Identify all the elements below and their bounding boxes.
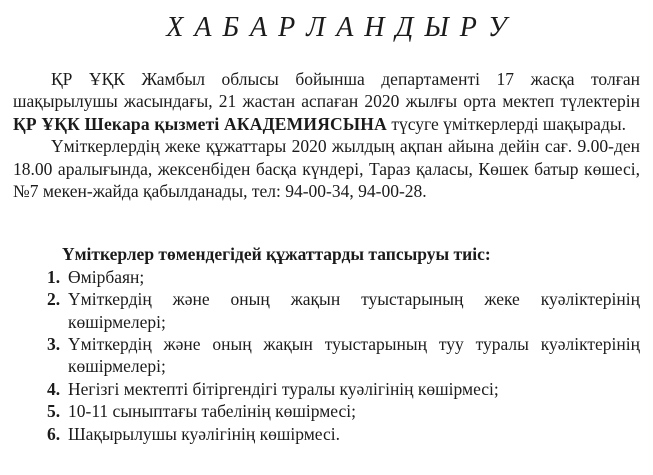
list-item-text: 10-11 сыныптағы табелінің көшірмесі; xyxy=(68,401,356,422)
paragraph-intro xyxy=(13,68,640,135)
list-item xyxy=(13,400,640,422)
documents-list-heading: Үміткерлер төмендегідей құжаттарды тапсыруы тиіс: xyxy=(62,244,491,265)
list-item xyxy=(13,378,640,400)
list-item-number: 5. xyxy=(47,401,61,422)
list-item-text: Шақырылушы куәлігінің көшірмесі. xyxy=(68,423,341,444)
list-item xyxy=(13,333,640,378)
list-item-text: Үміткердің және оның жақын туыстарының жеке куәліктерінің көшірмелері; xyxy=(68,289,640,332)
list-item xyxy=(13,266,640,288)
list-item-text: Негізгі мектепті бітіргендігі туралы куәлігінің көшірмесі; xyxy=(68,378,499,399)
list-item xyxy=(13,423,640,445)
list-item-number: 6. xyxy=(47,423,61,444)
list-item-number: 2. xyxy=(47,289,61,310)
list-item-text: Өмірбаян; xyxy=(68,266,145,287)
paragraph-intro-text-end: түсуге үміткерлерді шақырады. xyxy=(386,113,626,134)
list-item xyxy=(13,288,640,333)
list-item-number: 4. xyxy=(47,378,61,399)
list-item-number: 1. xyxy=(47,266,61,287)
list-item-number: 3. xyxy=(47,334,61,355)
list-item-text: Үміткердің және оның жақын туыстарының туу туралы куәліктерінің көшірмелері; xyxy=(68,334,640,377)
document-title: Х А Б А Р Л А Н Д Ы Р У xyxy=(166,12,509,43)
paragraph-intro-text-start: ҚР ҰҚК Жамбыл облысы бойынша департаменті 17 жасқа толған шақырылушы жасындағы, 21 жастан аспаған 2020 жылғы орта мектеп түлектерін xyxy=(13,69,640,112)
documents-list xyxy=(13,266,640,445)
paragraph-submission-details: Үміткерлердің жеке құжаттары 2020 жылдың ақпан айына дейін сағ. 9.00-ден 18.00 аралығында, жексенбіден басқа күндері, Тараз қаласы, Көшек батыр көшесі, №7 мекен-жайда қабылданады, тел: 94-00-34, 94-00-28. xyxy=(13,136,640,202)
paragraph-intro-bold-academy: ҚР ҰҚК Шекара қызметі АКАДЕМИЯСЫНА xyxy=(13,113,387,134)
